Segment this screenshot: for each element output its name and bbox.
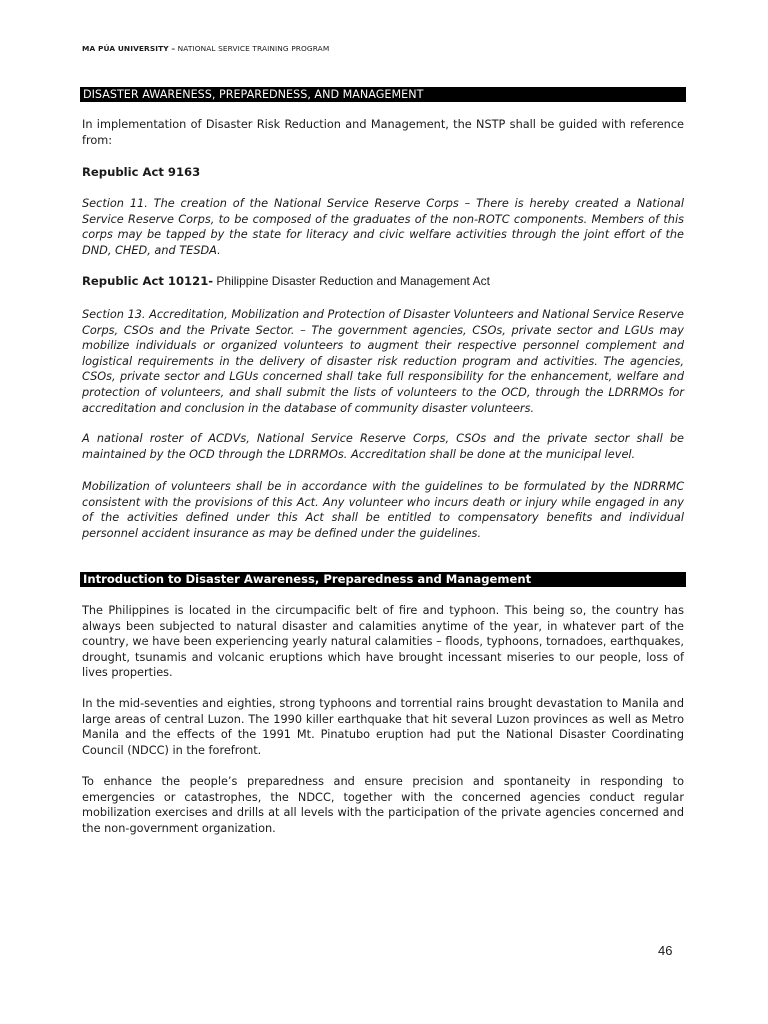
intro-paragraph: In implementation of Disaster Risk Reduction and Management, the NSTP shall be guided with reference from: (82, 118, 684, 147)
act-10121-mobilization-paragraph: Mobilization of volunteers shall be in accordance with the guidelines to be formulated by the NDRRMC consistent with the provisions of this Act. Any volunteer who incurs death or injury while engaged in any of the activities defined under this Act shall be entitled to compensatory benefits and individual personnel accident insurance as may be defined under the guidelines. (82, 480, 684, 540)
act-10121-roster-paragraph: A national roster of ACDVs, National Service Reserve Corps, CSOs and the private sector shall be maintained by the OCD through the LDRRMOs. Accreditation shall be done at the municipal level. (82, 432, 684, 461)
intro-paragraph-history: In the mid-seventies and eighties, strong typhoons and torrential rains brought devastation to Manila and large areas of central Luzon. The 1990 killer earthquake that hit several Luzon provinces as well as Metro Manila and the effects of the 1991 Mt. Pinatubo eruption had put the National Disaster Coordinating Council (NDCC) in the forefront. (82, 697, 684, 757)
header-university: MA PÚA UNIVERSITY – (82, 44, 176, 53)
section-heading-disaster: DISASTER AWARENESS, PREPAREDNESS, AND MANAGEMENT (80, 87, 686, 102)
section-heading-introduction: Introduction to Disaster Awareness, Preparedness and Management (80, 572, 686, 587)
intro-paragraph-philippines: The Philippines is located in the circumpacific belt of fire and typhoon. This being so, the country has always been subjected to natural disaster and calamities anytime of the year, in whatever part of the country, we have been experiencing yearly natural calamities – floods, typhoons, tornadoes, earthquakes, drought, tsunamis and volcanic eruptions which have brought incessant miseries to our people, loss of lives properties. (82, 604, 684, 680)
running-header (82, 44, 329, 53)
act-9163-title: Republic Act 9163 (82, 165, 201, 179)
page-number: 46 (658, 943, 673, 958)
header-program: NATIONAL SERVICE TRAINING PROGRAM (175, 44, 330, 53)
act-10121-section-13: Section 13. Accreditation, Mobilization and Protection of Disaster Volunteers and National Service Reserve Corps, CSOs and the Private Sector. – The government agencies, CSOs, private sector and LGUs may mobilize individuals or organized volunteers to augment their respective personnel complement and logistical requirements in the delivery of disaster risk reduction program and activities. The agencies, CSOs, private sector and LGUs concerned shall take full responsibility for the enhancement, welfare and protection of volunteers, and shall submit the lists of volunteers to the OCD, through the LDRRMOs for accreditation and conclusion in the database of community disaster volunteers. (82, 308, 684, 415)
act-10121-subtitle: Philippine Disaster Reduction and Management Act (213, 274, 490, 288)
intro-paragraph-ndcc: To enhance the people’s preparedness and ensure precision and spontaneity in responding to emergencies or catastrophes, the NDCC, together with the concerned agencies conduct regular mobilization exercises and drills at all levels with the participation of the private agencies concerned and the non-government organization. (82, 775, 684, 835)
act-9163-section-11: Section 11. The creation of the National Service Reserve Corps – There is hereby created a National Service Reserve Corps, to be composed of the graduates of the non-ROTC components. Members of this corps may be tapped by the state for literacy and civic welfare activities through the joint effort of the DND, CHED, and TESDA. (82, 197, 684, 257)
act-10121-heading (82, 274, 684, 290)
act-10121-title: Republic Act 10121- (82, 274, 214, 288)
